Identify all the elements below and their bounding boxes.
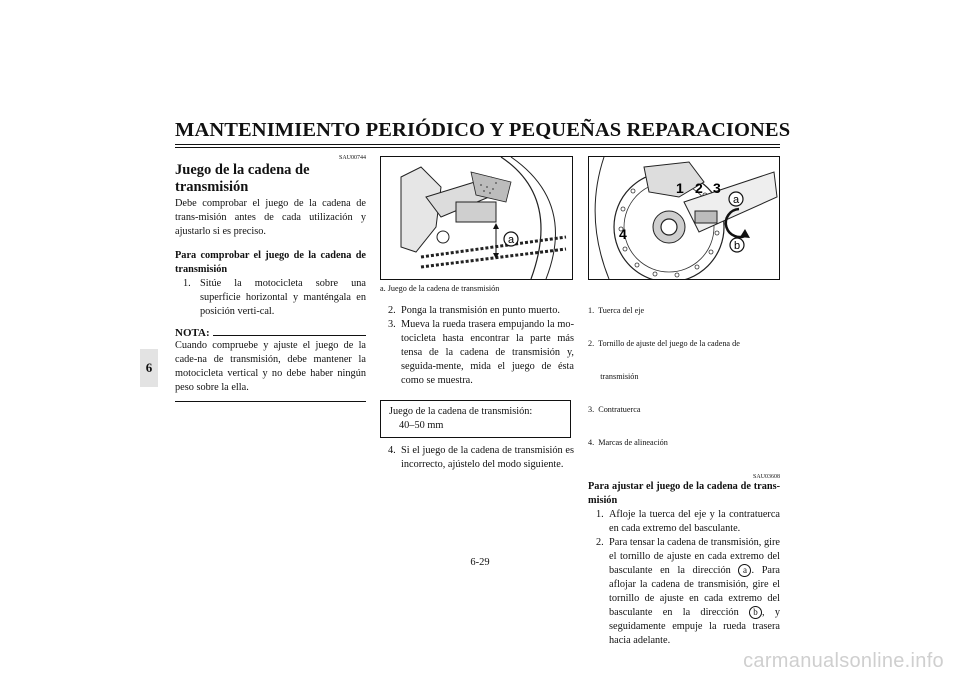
subheading-adjust: Para ajustar el juego de la cadena de trans-misión xyxy=(588,481,780,506)
direction-b-marker: b xyxy=(749,606,762,619)
direction-a-marker: a xyxy=(738,564,751,577)
step-text: Sitúe la motocicleta sobre una superficie horizontal y manténgala en posición verti-cal. xyxy=(200,278,366,317)
column-1 xyxy=(175,155,366,402)
nota-text: Cuando compruebe y ajuste el juego de la cade-na de transmisión, debe mantener la motocicleta vertical y no debe haber ningún peso sobre la ella. xyxy=(175,340,366,393)
step-1 xyxy=(588,508,780,536)
caption-item: 4. Marcas de alineación xyxy=(588,438,668,447)
column-3 xyxy=(588,156,780,648)
step-text: Ponga la transmisión en punto muerto. xyxy=(401,305,561,316)
subheading-check: Para comprobar el juego de la cadena de transmisión xyxy=(175,250,366,275)
step-text: Mueva la rueda trasera empujando la mo-tocicleta hasta encontrar la parte más tensa de la cadena de transmisión y, seguida-mente, mida el juego de ésta como se muestra. xyxy=(401,319,574,386)
step-text-part: Para tensar la cadena de transmisión, gire el tornillo de ajuste en cada extremo del basculante en la dirección xyxy=(609,537,780,576)
step-text xyxy=(609,536,780,648)
watermark: carmanualsonline.info xyxy=(743,650,944,672)
chain-slack-illustration xyxy=(381,157,572,279)
step-number: 1. xyxy=(596,509,604,520)
step-number: 3. xyxy=(388,319,396,330)
step-text: Si el juego de la cadena de transmisión es incorrecto, ajústelo del modo siguiente. xyxy=(401,445,574,470)
step-number: 2. xyxy=(596,537,604,548)
header-rule-thin xyxy=(175,147,780,148)
step-2 xyxy=(588,536,780,648)
chapter-tab: 6 xyxy=(140,349,158,387)
caption-item: 2. Tornillo de ajuste del juego de la cadena de xyxy=(588,339,740,348)
spec-box xyxy=(380,400,571,438)
figure-caption: a. Juego de la cadena de transmisión xyxy=(380,284,500,293)
spec-title: Juego de la cadena de transmisión: xyxy=(389,406,533,417)
figure-label-b: b xyxy=(733,240,741,252)
figure-label-3: 3 xyxy=(713,180,721,196)
figure-label-4: 4 xyxy=(619,226,627,242)
step-text: Afloje la tuerca del eje y la contratuerca en cada extremo del basculante. xyxy=(609,509,780,534)
caption-item: 3. Contratuerca xyxy=(588,405,641,414)
column-2 xyxy=(380,156,574,472)
step-number: 2. xyxy=(388,305,396,316)
step-text-part: , y seguidamente empuje la rueda trasera hacia adelante. xyxy=(609,607,781,646)
step-number: 4. xyxy=(388,445,396,456)
caption-item: transmisión xyxy=(588,372,639,381)
figure-chain-slack xyxy=(380,156,573,280)
figure-label-1: 1 xyxy=(676,180,684,196)
section-code: SAU00744 xyxy=(338,155,366,161)
spec-value: 40–50 mm xyxy=(399,420,444,431)
section-heading: Juego de la cadena de transmisión xyxy=(175,162,310,195)
section-code: SAU03608 xyxy=(752,474,780,480)
figure-label-2: 2 xyxy=(695,180,703,196)
intro-paragraph: Debe comprobar el juego de la cadena de trans-misión antes de cada utilización y ajustarlo si es preciso. xyxy=(175,198,366,237)
nota-rule xyxy=(213,335,366,336)
step-2 xyxy=(380,304,574,318)
figure-label-a: a xyxy=(732,194,740,206)
step-number: 1. xyxy=(183,278,191,289)
page-header-title: MANTENIMIENTO PERIÓDICO Y PEQUEÑAS REPARACIONES xyxy=(175,119,791,141)
figure-axle-adjust xyxy=(588,156,780,280)
nota-header xyxy=(175,327,366,339)
figure-label-a: a xyxy=(507,234,515,246)
step-3 xyxy=(380,318,574,388)
step-text-part: . Para aflojar la cadena de transmisión, gire el tornillo de ajuste en cada extremo del basculante en la dirección xyxy=(609,565,780,618)
header-rule xyxy=(175,144,780,145)
step-1 xyxy=(175,277,366,319)
caption-item: 1. Tuerca del eje xyxy=(588,306,645,315)
figure-caption-list xyxy=(588,283,780,470)
nota-label: NOTA: xyxy=(175,327,210,339)
step-4 xyxy=(380,444,574,472)
nota-end-rule xyxy=(175,401,366,402)
axle-adjust-illustration xyxy=(589,157,779,279)
page-number: 6-29 xyxy=(470,557,490,568)
